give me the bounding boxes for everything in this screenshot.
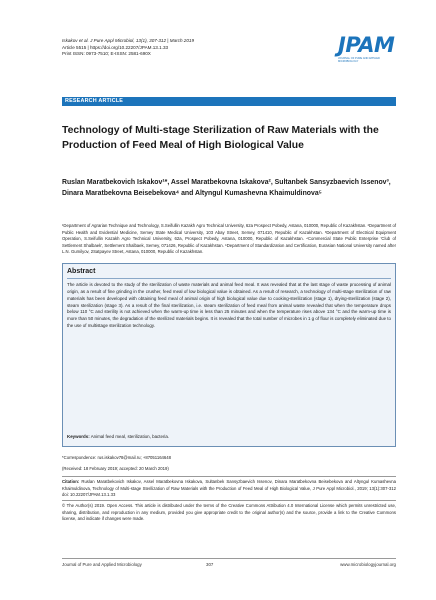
abstract-text: The article is devoted to the study of the sterilization of waste materials and animal feed meal. It was revealed that at the last stage of waste processing of animal origin, as a result of fine grinding in the crusher, feed meal of low biological value is obtained. As a result of research, a technology of multi-stage sterilization of raw materials has been developed with obtaining feed meal of animal origin of high biological value due to cooking-sterilization (stage 1), drying-sterilization (stage 2), steam sterilization (stage 3). As a result of the final sterilization, i.e. steam sterilization of feed meal from animal waste revealed that when the temperature drops below 110 °C and sterility is not achieved when the warm-up time is less than 25 minutes and when the temperature rises above 134 °C and the warm-up time is more than 50 minutes, the degradation of the sterilized materials begins. It is revealed that the total number of microbes in 1 g of flour is completely eliminated due to the use of multistage sterilization technology.: [67, 282, 391, 329]
header-article-doi[interactable]: Article 5515 | https://doi.org/10.22207/JPAM.13.1.33: [62, 44, 169, 50]
section-bar: [62, 97, 396, 106]
keywords-label: Keywords:: [67, 434, 90, 439]
citation-block: [62, 479, 396, 499]
header-citation: Iskakov et al. J Pure Appl Microbiol, 13(1), 307-312 | March 2019: [62, 38, 195, 43]
footer-divider: [62, 558, 396, 559]
section-label: RESEARCH ARTICLE: [65, 98, 124, 104]
correspondence[interactable]: *Correspondence: rus.iskakov78@mail.ru; +87051164648: [62, 455, 172, 460]
abstract-heading: Abstract: [67, 267, 391, 279]
divider: [62, 476, 396, 477]
journal-logo: [338, 35, 396, 61]
header-meta: [62, 38, 302, 58]
keywords-value: Animal feed meal, sterilization, bacteria.: [90, 434, 170, 439]
abstract-box: [62, 263, 396, 447]
page-number: 307: [206, 562, 214, 567]
author-list: Ruslan Maratbekovich Iskakov¹*, Assel Maratbekovna Iskakova², Sultanbek Sansyzbaevich Issenov³, Dinara Maratbekovna Beisebekova⁴ and Altyngul Kumashevna Khaimuldinova⁵: [62, 179, 391, 197]
license-text: © The Author(s) 2019. Open Access. This article is distributed under the terms of the Creative Commons Attribution 4.0 International License which permits unrestricted use, sharing, distribution, and reproduction in any medium, provided you give appropriate credit to the original author(s) and the source, provide a link to the Creative Commons license, and indicate if changes were made.: [62, 503, 396, 521]
article-title: Technology of Multi-stage Sterilization of Raw Materials with the Production of Feed Meal of High Biological Value: [62, 125, 379, 151]
keywords: [67, 434, 391, 439]
logo-tagline: JOURNAL OF PURE AND APPLIED MICROBIOLOGY: [338, 57, 380, 63]
citation-label: Citation:: [62, 479, 80, 484]
header-issn: Print ISSN: 0973-7510; E-ISSN: 2581-690X: [62, 51, 151, 57]
footer-website[interactable]: www.microbiologyjournal.org: [340, 562, 396, 567]
received-dates: (Received: 18 February 2019; accepted: 20 March 2019): [62, 466, 169, 471]
logo-mark: JPAM: [338, 33, 395, 57]
citation-text: Ruslan Maratbekovich Iskakov, Assel Maratbekovna Iskakova, Sultanbek Sansyzbaevich Issenov, Dinara Maratbekovna Beisebekova and Altyngul Kumashevna Khaimuldinova, Technology of Multi-stage Sterilization of Raw Materials with the Production of Feed Meal of High Biological Value, J Pure Appl Microbiol., 2019; 13(1):307-312 doi: 10.22207/JPAM.13.1.33: [62, 479, 396, 497]
affiliations: ¹Department of Agrarian Technique and Technology, S.Seifullin Kazakh Agro Technical University, 62a Prospect Pobedy, Astana, 010000, Republic of Kazakhstan. ²Department of Public Health and Evidential Medicine, Semey State Medical University, 103 Abay Street, Semey, 071410, Republic of Kazakhstan. ³Department of Electrical Equipment Operation, S.Seifullin Kazakh Agro Technical University, 62a, Prospect Pobedy, Astana, 010000, Republic of Kazakhstan. ⁴Commercial State Public Enterprise 'Club of Settlement Shalbaek', Settlement Shalbaek, Semey, 071426, Republic of Kazakhstan. ⁵Department of Standardization and Certification, Eurasian National University named after L.N. Gumilyov, 2Satpayev Street, Astana, 010000, Republic of Kazakhstan.: [62, 223, 396, 254]
footer-journal: Journal of Pure and Applied Microbiology: [62, 562, 142, 567]
divider: [62, 500, 396, 501]
